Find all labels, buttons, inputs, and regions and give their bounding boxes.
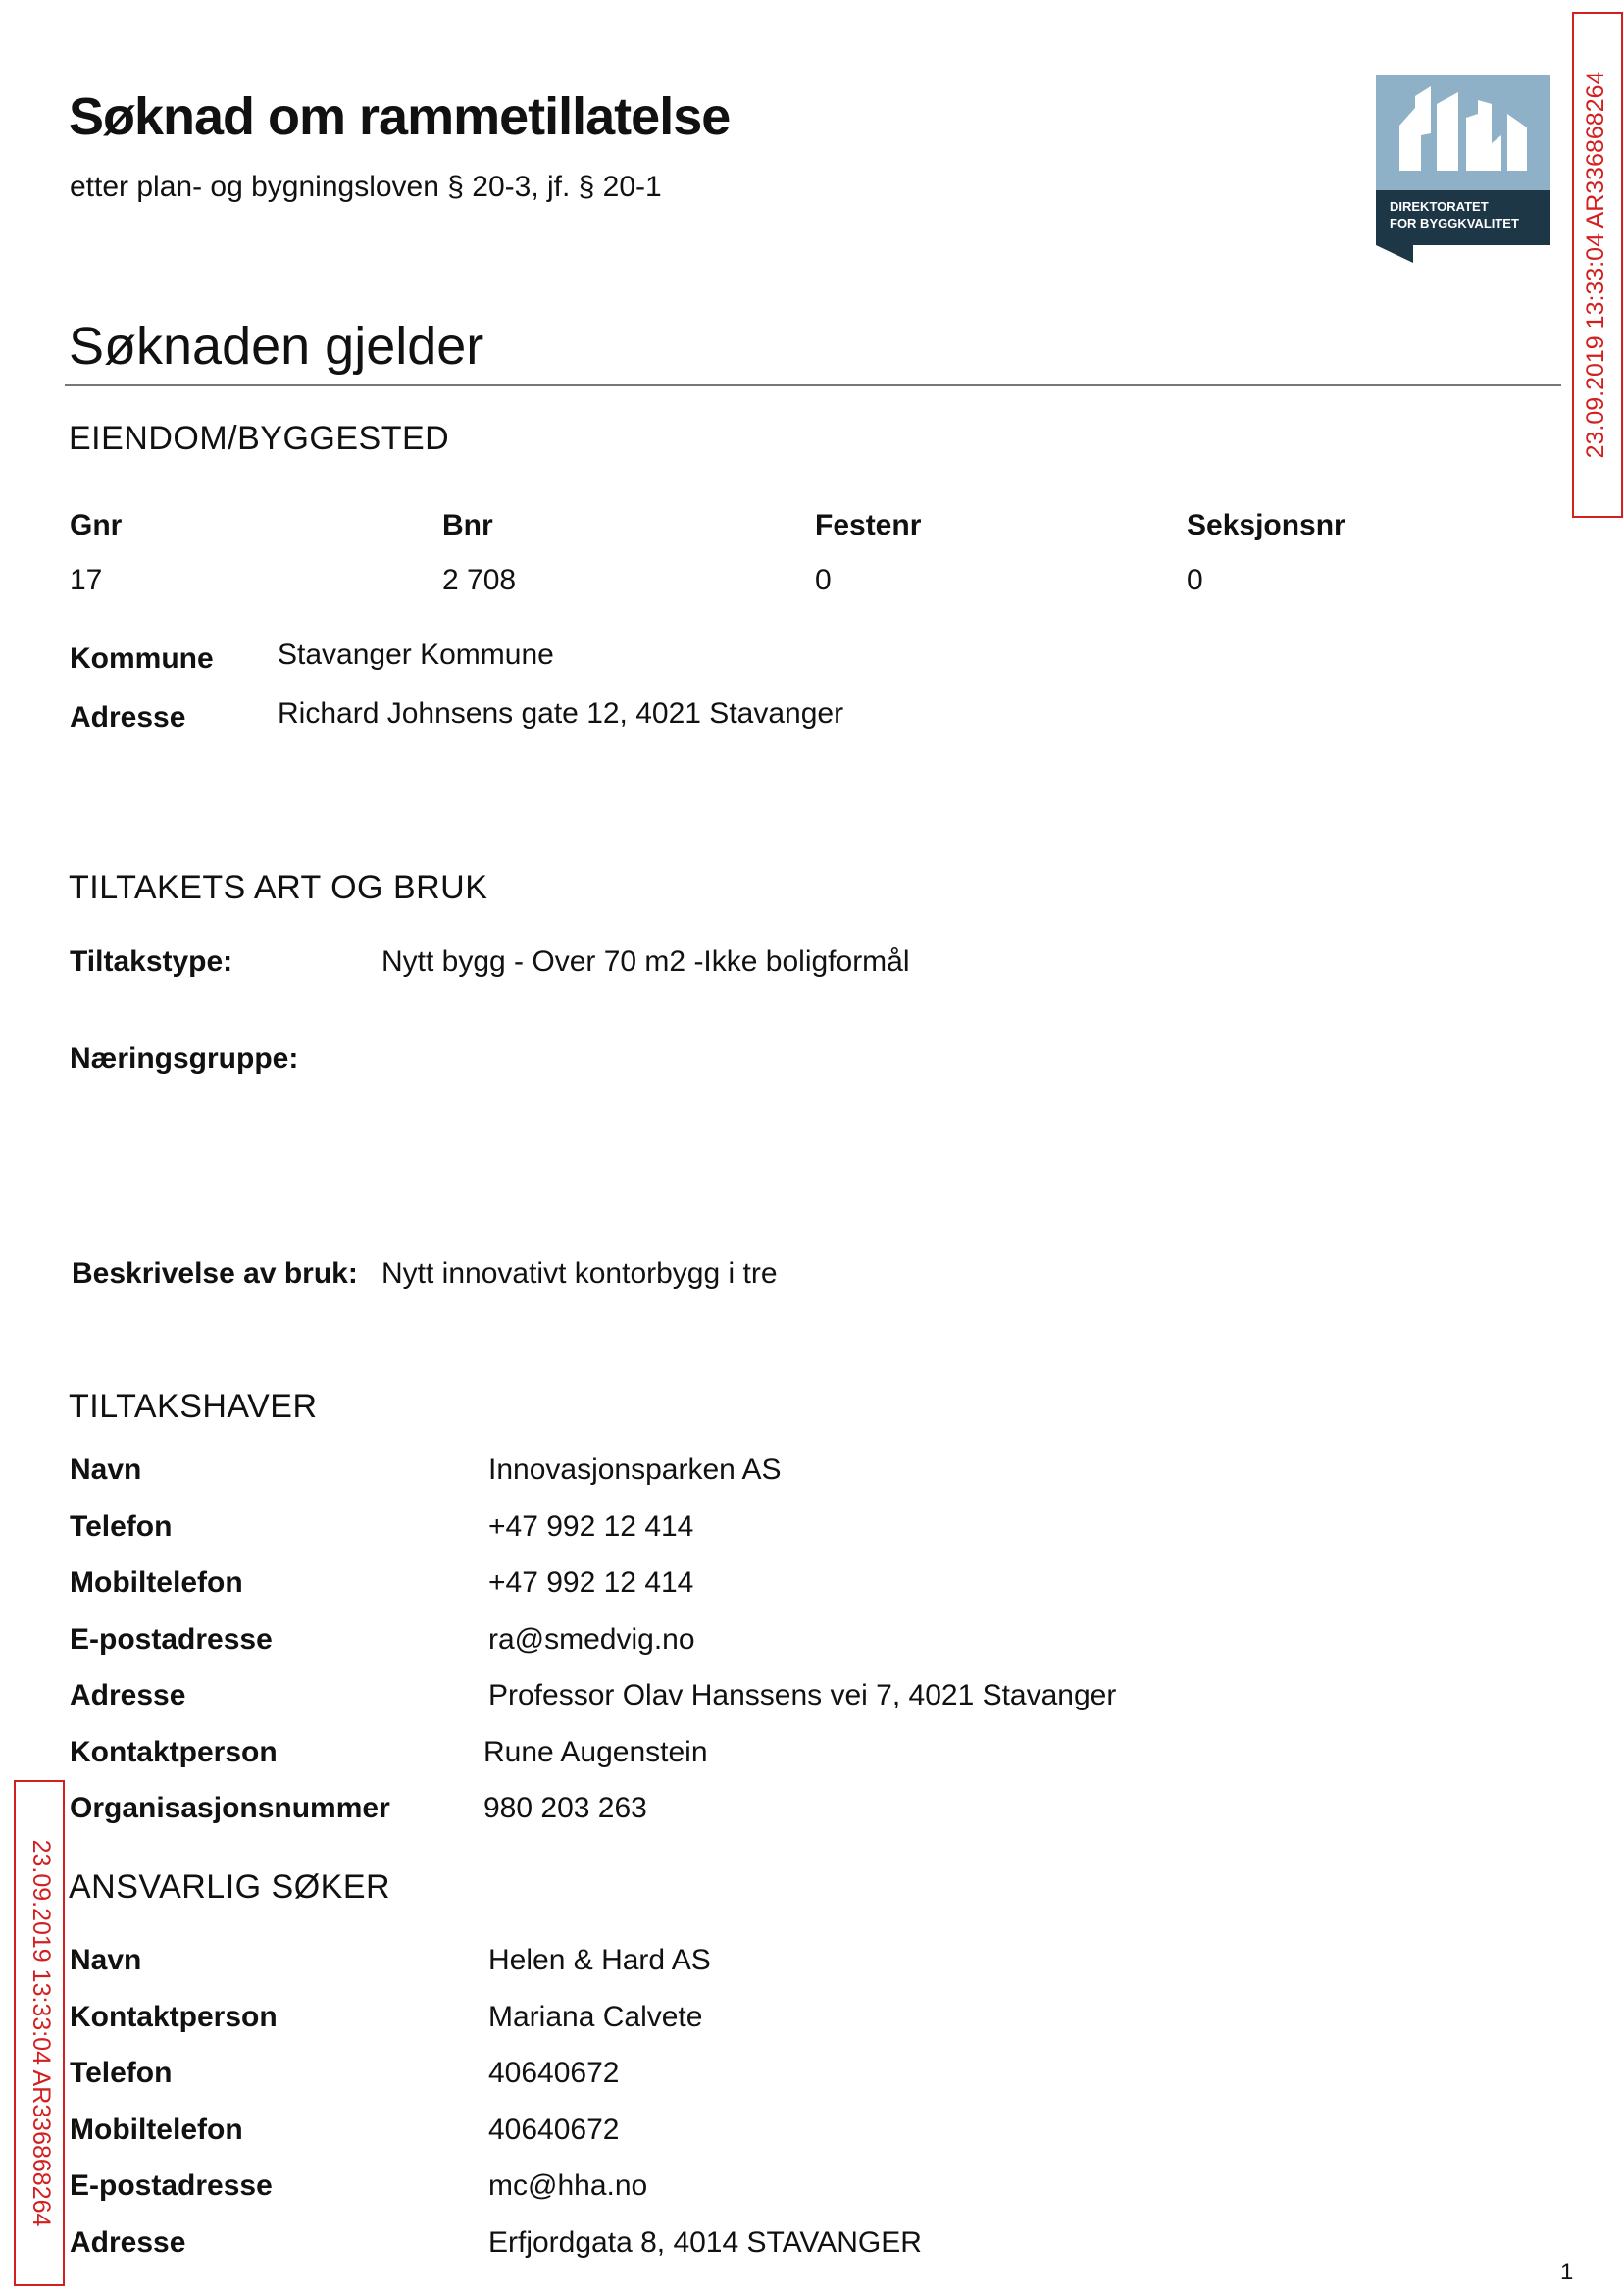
timestamp-stamp-right [1572,12,1623,518]
tiltakshaver-heading: TILTAKSHAVER [69,1388,318,1425]
gnr-value: 17 [70,564,103,596]
kommune-value: Stavanger Kommune [278,638,554,671]
ansvarlig-soker-heading: ANSVARLIG SØKER [69,1868,391,1906]
adresse-label: Adresse [70,701,186,734]
tiltakshaver-label-mobil: Mobiltelefon [70,1566,243,1599]
soker-label-navn: Navn [70,1944,142,1976]
tiltakshaver-label-adresse: Adresse [70,1679,186,1711]
seksjonsnr-value: 0 [1187,564,1203,596]
soker-value-epost: mc@hha.no [488,2169,648,2202]
tiltakshaver-value-mobil: +47 992 12 414 [488,1566,694,1599]
tiltakshaver-value-navn: Innovasjonsparken AS [488,1453,782,1486]
soker-value-adresse: Erfjordgata 8, 4014 STAVANGER [488,2226,922,2259]
stamp-text: 23.09.2019 13:33:04 AR336868264 [27,1839,55,2227]
tiltakshaver-value-orgnr: 980 203 263 [483,1792,647,1824]
page-number: 1 [1560,2259,1574,2285]
page-title: Søknad om rammetillatelse [69,87,731,146]
soker-value-telefon: 40640672 [488,2057,620,2089]
building-logo-icon [1376,75,1550,263]
section-heading: Søknaden gjelder [69,317,484,376]
soker-value-kontakt: Mariana Calvete [488,2001,703,2033]
seksjonsnr-label: Seksjonsnr [1187,509,1345,541]
gnr-label: Gnr [70,509,123,541]
soker-value-mobil: 40640672 [488,2114,620,2146]
bnr-label: Bnr [442,509,493,541]
festenr-value: 0 [815,564,832,596]
tiltakstype-value: Nytt bygg - Over 70 m2 -Ikke boligformål [381,945,910,978]
tiltakshaver-label-telefon: Telefon [70,1510,173,1543]
festenr-label: Festenr [815,509,922,541]
eiendom-heading: EIENDOM/BYGGESTED [69,420,450,457]
dibk-logo [1376,75,1550,263]
soker-label-mobil: Mobiltelefon [70,2114,243,2146]
tiltakshaver-value-telefon: +47 992 12 414 [488,1510,694,1543]
tiltakstype-label: Tiltakstype: [70,945,233,978]
soker-value-navn: Helen & Hard AS [488,1944,711,1976]
soker-label-telefon: Telefon [70,2057,173,2089]
tiltakshaver-value-kontakt: Rune Augenstein [483,1736,708,1768]
logo-text-line2: FOR BYGGKVALITET [1390,216,1519,230]
soker-label-epost: E-postadresse [70,2169,273,2202]
tiltakshaver-label-kontakt: Kontaktperson [70,1736,278,1768]
beskrivelse-label: Beskrivelse av bruk: [72,1257,358,1290]
soker-label-kontakt: Kontaktperson [70,2001,278,2033]
bnr-value: 2 708 [442,564,517,596]
tiltakshaver-label-epost: E-postadresse [70,1623,273,1656]
tiltakshaver-label-navn: Navn [70,1453,142,1486]
heading-divider [65,384,1561,386]
soker-label-adresse: Adresse [70,2226,186,2259]
page-subtitle: etter plan- og bygningsloven § 20-3, jf. § 20-1 [70,171,662,203]
beskrivelse-value: Nytt innovativt kontorbygg i tre [381,1257,778,1290]
adresse-value: Richard Johnsens gate 12, 4021 Stavanger [278,697,844,730]
tiltakshaver-value-adresse: Professor Olav Hanssens vei 7, 4021 Stavanger [488,1679,1117,1711]
naeringsgruppe-label: Næringsgruppe: [70,1043,299,1075]
stamp-text: 23.09.2019 13:33:04 AR336868264 [1582,71,1609,459]
timestamp-stamp-left [14,1780,65,2286]
tiltak-heading: TILTAKETS ART OG BRUK [69,869,488,906]
kommune-label: Kommune [70,642,214,675]
logo-text-line1: DIREKTORATET [1390,199,1489,214]
tiltakshaver-label-orgnr: Organisasjonsnummer [70,1792,390,1824]
tiltakshaver-value-epost: ra@smedvig.no [488,1623,695,1656]
